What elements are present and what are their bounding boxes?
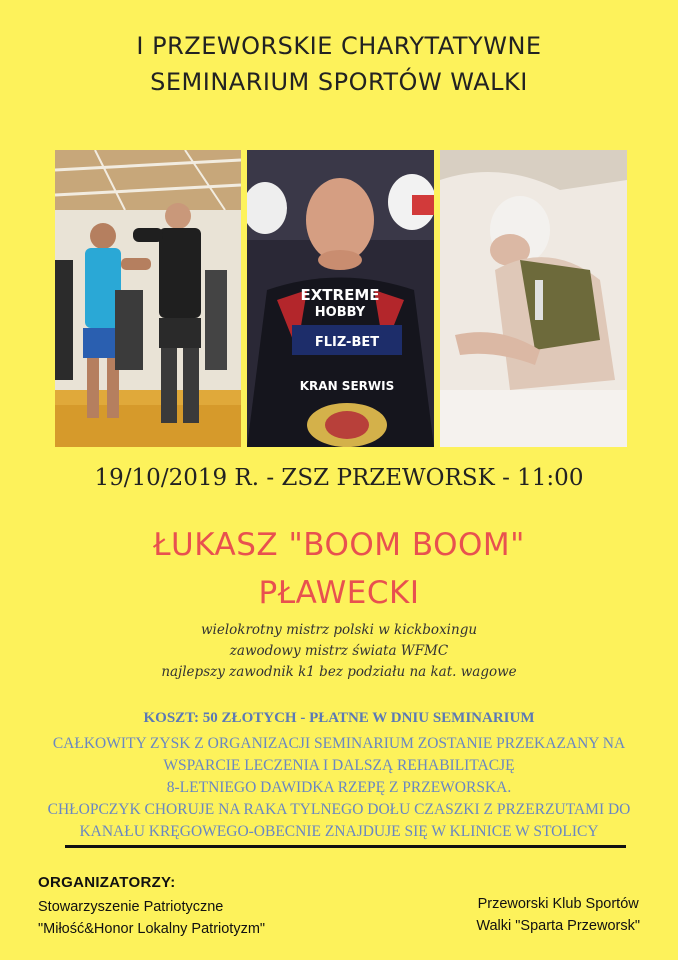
organizer-right-line-2: Walki "Sparta Przeworsk"	[476, 918, 640, 934]
charity-info-line: CHŁOPCZYK CHORUJE NA RAKA TYLNEGO DOŁU CZASZKI Z PRZERZUTAMI DO	[47, 801, 631, 818]
organizer-left	[38, 896, 265, 940]
guest-name-line-1: ŁUKASZ "BOOM BOOM"	[153, 527, 525, 563]
seminar-fee: KOSZT: 50 ZŁOTYCH - PŁATNE W DNIU SEMINARIUM	[143, 710, 535, 726]
organizers-heading: ORGANIZATORZY:	[38, 874, 176, 891]
achievement-line: najlepszy zawodnik k1 bez podziału na kat. wagowe	[161, 664, 517, 680]
charity-info-line: WSPARCIE LECZENIA I DALSZĄ REHABILITACJĘ	[163, 757, 515, 774]
achievement-line: wielokrotny mistrz polski w kickboxingu	[200, 622, 478, 638]
shirt-brand-text: EXTREME	[300, 286, 380, 304]
organizer-left-line-2: "Miłość&Honor Lokalny Patriotyzm"	[38, 921, 266, 937]
achievement-line: zawodowy mistrz świata WFMC	[229, 643, 449, 659]
fighter-portrait-photo	[247, 150, 434, 447]
event-date-location-time: 19/10/2019 R. - ZSZ PRZEWORSK - 11:00	[94, 465, 584, 491]
training-session-photo	[55, 150, 241, 447]
organizer-right	[476, 893, 640, 937]
event-title-line-1: I PRZEWORSKIE CHARYTATYWNE	[136, 32, 542, 60]
charity-info-line: KANAŁU KRĘGOWEGO-OBECNIE ZNAJDUJE SIĘ W KLINICE W STOLICY	[79, 823, 599, 840]
organizer-left-line-1: Stowarzyszenie Patriotyczne	[38, 899, 224, 915]
event-title	[0, 28, 678, 100]
shirt-sponsor-text-2: KRAN SERWIS	[299, 379, 395, 393]
event-title-line-2: SEMINARIUM SPORTÓW WALKI	[150, 68, 528, 96]
organizer-right-line-1: Przeworski Klub Sportów	[477, 896, 639, 912]
charity-info-line: CAŁKOWITY ZYSK Z ORGANIZACJI SEMINARIUM ZOSTANIE PRZEKAZANY NA	[52, 735, 626, 752]
child-in-hospital-photo	[440, 150, 627, 447]
guest-achievements	[0, 620, 678, 683]
shirt-sponsor-text: FLIZ-BET	[314, 335, 380, 350]
shirt-brand-text-2: HOBBY	[314, 305, 366, 320]
divider	[65, 845, 626, 848]
guest-name-line-2: PŁAWECKI	[258, 575, 420, 611]
charity-info	[0, 733, 678, 843]
charity-info-line: 8-LETNIEGO DAWIDKA RZEPĘ Z PRZEWORSKA.	[166, 779, 512, 796]
